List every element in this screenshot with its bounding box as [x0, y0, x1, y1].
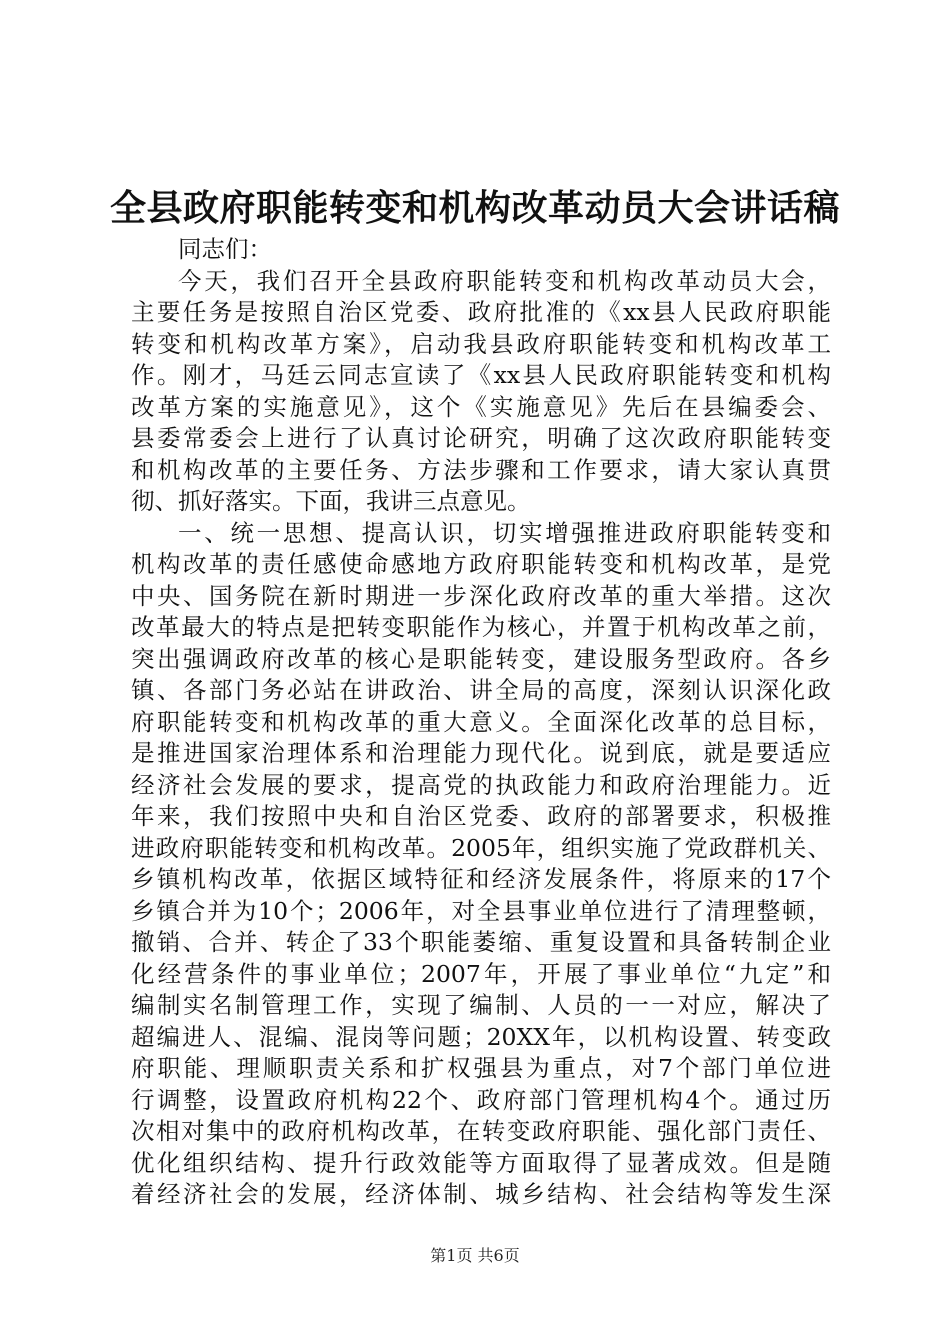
- text-line: 优化组织结构、提升行政效能等方面取得了显著成效。但是随: [131, 1148, 831, 1177]
- text-line: 转变和机构改革方案》，启动我县政府职能转变和机构改革工: [131, 329, 831, 358]
- document-title: 全县政府职能转变和机构改革动员大会讲话稿: [109, 187, 840, 229]
- document-body: [131, 234, 831, 1211]
- text-line: 彻、抓好落实。下面，我讲三点意见。: [131, 487, 531, 515]
- text-line: 化经营条件的事业单位；2007年，开展了事业单位“九定”和: [131, 959, 831, 988]
- text-line: 年来，我们按照中央和自治区党委、政府的部署要求，积极推: [131, 802, 831, 830]
- text-line: 机构改革的责任感使命感地方政府职能转变和机构改革，是党: [131, 550, 831, 578]
- text-line: 今天，我们召开全县政府职能转变和机构改革动员大会，: [178, 266, 831, 295]
- text-line: 一、统一思想、提高认识，切实增强推进政府职能转变和: [178, 518, 831, 547]
- text-line: 着经济社会的发展，经济体制、城乡结构、社会结构等发生深: [131, 1180, 831, 1208]
- text-line: 镇、各部门务必站在讲政治、讲全局的高度，深刻认识深化政: [131, 676, 831, 704]
- text-line: 主要任务是按照自治区党委、政府批准的《xx县人民政府职能: [131, 298, 831, 326]
- text-line: 进政府职能转变和机构改革。2005年，组织实施了党政群机关、: [131, 833, 831, 862]
- text-line: 撤销、合并、转企了33个职能萎缩、重复设置和具备转制企业: [131, 928, 831, 956]
- text-line: 经济社会发展的要求，提高党的执政能力和政府治理能力。近: [131, 770, 831, 799]
- text-line: 编制实名制管理工作，实现了编制、人员的一一对应，解决了: [131, 991, 831, 1019]
- page-footer: 第1页 共6页: [430, 1246, 520, 1265]
- text-line: 是推进国家治理体系和治理能力现代化。说到底，就是要适应: [131, 739, 831, 767]
- text-line: 和机构改革的主要任务、方法步骤和工作要求，请大家认真贯: [131, 455, 831, 484]
- text-line: 行调整，设置政府机构22个、政府部门管理机构4个。通过历: [131, 1085, 831, 1114]
- text-line: 同志们：: [178, 235, 272, 263]
- text-line: 超编进人、混编、混岗等问题；20XX年，以机构设置、转变政: [131, 1022, 831, 1051]
- text-line: 府职能、理顺职责关系和扩权强县为重点，对7个部门单位进: [131, 1054, 831, 1082]
- text-line: 作。刚才，马廷云同志宣读了《xx县人民政府职能转变和机构: [131, 361, 831, 389]
- text-line: 乡镇合并为10个；2006年，对全县事业单位进行了清理整顿，: [131, 896, 831, 925]
- text-line: 改革方案的实施意见》，这个《实施意见》先后在县编委会、: [131, 392, 831, 421]
- text-line: 改革最大的特点是把转变职能作为核心，并置于机构改革之前，: [131, 613, 831, 641]
- text-line: 突出强调政府改革的核心是职能转变，建设服务型政府。各乡: [131, 644, 831, 673]
- text-line: 府职能转变和机构改革的重大意义。全面深化改革的总目标，: [131, 707, 831, 736]
- text-line: 次相对集中的政府机构改革，在转变政府职能、强化部门责任、: [131, 1117, 831, 1145]
- text-line: 乡镇机构改革，依据区域特征和经济发展条件，将原来的17个: [131, 865, 831, 893]
- text-line: 中央、国务院在新时期进一步深化政府改革的重大举措。这次: [131, 581, 831, 610]
- text-line: 县委常委会上进行了认真讨论研究，明确了这次政府职能转变: [131, 424, 831, 452]
